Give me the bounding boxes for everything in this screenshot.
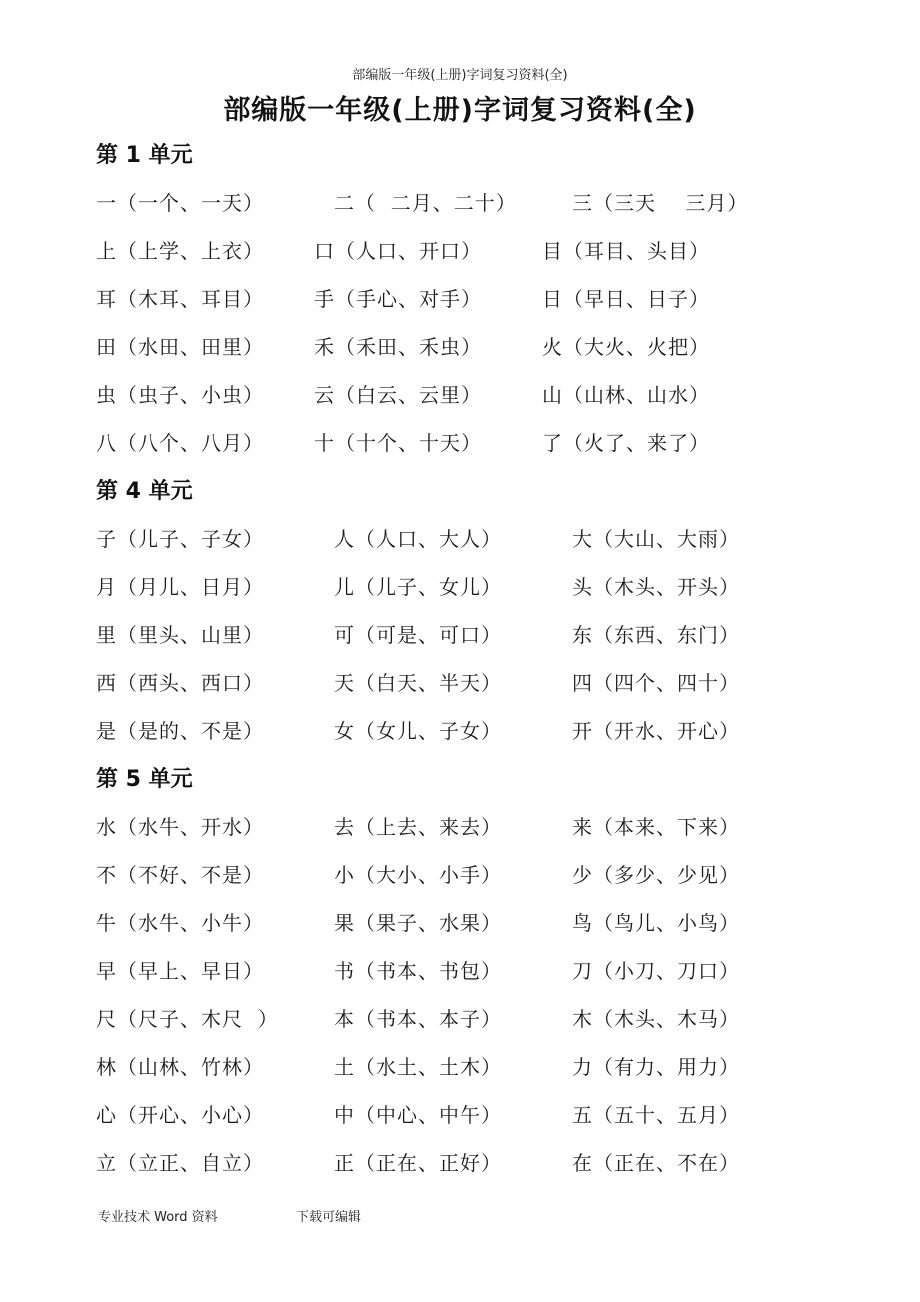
- word-entry: 田（水田、田里）: [96, 335, 264, 359]
- word-entry: 火（大火、火把）: [542, 335, 710, 359]
- vocab-content: [96, 133, 856, 1189]
- word-entry: 可（可是、可口）: [334, 623, 502, 647]
- word-entry: 五（五十、五月）: [572, 1103, 740, 1127]
- word-entry: 耳（木耳、耳目）: [96, 287, 264, 311]
- table-row: [96, 373, 856, 421]
- table-row: [96, 949, 856, 997]
- word-entry: 少（多少、少见）: [572, 863, 740, 887]
- section-heading-unit-1: 第 1 单元: [96, 143, 193, 168]
- word-entry: 虫（虫子、小虫）: [96, 383, 264, 407]
- word-entry: 来（本来、下来）: [572, 815, 740, 839]
- word-entry: 云（白云、云里）: [314, 383, 482, 407]
- footer-left: 专业技术 Word 资料: [98, 1210, 218, 1225]
- word-entry: 一（一个、一天）: [96, 191, 264, 215]
- word-entry: 山（山林、山水）: [542, 383, 710, 407]
- word-entry: 刀（小刀、刀口）: [572, 959, 740, 983]
- word-entry: 手（手心、对手）: [314, 287, 482, 311]
- word-entry: 本（书本、本子）: [334, 1007, 502, 1031]
- word-entry: 东（东西、东门）: [572, 623, 740, 647]
- section-heading-unit-4: 第 4 单元: [96, 479, 193, 504]
- word-entry: 开（开水、开心）: [572, 719, 740, 743]
- page-title: 部编版一年级(上册)字词复习资料(全): [223, 95, 697, 126]
- word-entry: 头（木头、开头）: [572, 575, 740, 599]
- table-row: [96, 613, 856, 661]
- word-entry: 水（水牛、开水）: [96, 815, 264, 839]
- table-row: [96, 421, 856, 469]
- word-entry: 是（是的、不是）: [96, 719, 264, 743]
- table-row: [96, 277, 856, 325]
- word-entry: 不（不好、不是）: [96, 863, 264, 887]
- word-entry: 里（里头、山里）: [96, 623, 264, 647]
- table-row: [96, 805, 856, 853]
- word-entry: 天（白天、半天）: [334, 671, 502, 695]
- word-entry: 心（开心、小心）: [96, 1103, 264, 1127]
- word-entry: 去（上去、来去）: [334, 815, 502, 839]
- table-row: [96, 1141, 856, 1189]
- table-row: [96, 325, 856, 373]
- word-entry: 鸟（鸟儿、小鸟）: [572, 911, 740, 935]
- table-row: [96, 997, 856, 1045]
- word-entry: 木（木头、木马）: [572, 1007, 740, 1031]
- table-row: [96, 565, 856, 613]
- table-row: [96, 1045, 856, 1093]
- table-row: [96, 229, 856, 277]
- word-entry: 林（山林、竹林）: [96, 1055, 264, 1079]
- word-entry: 西（西头、西口）: [96, 671, 264, 695]
- word-entry: 口（人口、开口）: [314, 239, 482, 263]
- table-row: [96, 709, 856, 757]
- word-entry: 日（早日、日子）: [542, 287, 710, 311]
- word-entry: 大（大山、大雨）: [572, 527, 740, 551]
- word-entry: 了（火了、来了）: [542, 431, 710, 455]
- footer-right: 下载可编辑: [296, 1210, 362, 1225]
- table-row: [96, 181, 856, 229]
- word-entry: 中（中心、中午）: [334, 1103, 502, 1127]
- word-entry: 尺（尺子、木尺 ）: [96, 1007, 279, 1031]
- word-entry: 十（十个、十天）: [314, 431, 482, 455]
- table-row: [96, 901, 856, 949]
- word-entry: 上（上学、上衣）: [96, 239, 264, 263]
- table-row: [96, 661, 856, 709]
- word-entry: 在（正在、不在）: [572, 1151, 740, 1175]
- table-row: [96, 853, 856, 901]
- word-entry: 目（耳目、头目）: [542, 239, 710, 263]
- word-entry: 三（三天 三月）: [572, 191, 749, 215]
- word-entry: 禾（禾田、禾虫）: [314, 335, 482, 359]
- running-header: 部编版一年级(上册)字词复习资料(全): [352, 68, 568, 83]
- word-entry: 力（有力、用力）: [572, 1055, 740, 1079]
- word-entry: 人（人口、大人）: [334, 527, 502, 551]
- word-entry: 果（果子、水果）: [334, 911, 502, 935]
- table-row: [96, 517, 856, 565]
- word-entry: 四（四个、四十）: [572, 671, 740, 695]
- word-entry: 书（书本、书包）: [334, 959, 502, 983]
- word-entry: 八（八个、八月）: [96, 431, 264, 455]
- word-entry: 二（ 二月、二十）: [334, 191, 517, 215]
- word-entry: 正（正在、正好）: [334, 1151, 502, 1175]
- word-entry: 儿（儿子、女儿）: [334, 575, 502, 599]
- word-entry: 月（月儿、日月）: [96, 575, 264, 599]
- word-entry: 早（早上、早日）: [96, 959, 264, 983]
- word-entry: 女（女儿、子女）: [334, 719, 502, 743]
- word-entry: 小（大小、小手）: [334, 863, 502, 887]
- word-entry: 土（水土、土木）: [334, 1055, 502, 1079]
- word-entry: 子（儿子、子女）: [96, 527, 264, 551]
- section-heading-unit-5: 第 5 单元: [96, 767, 193, 792]
- table-row: [96, 1093, 856, 1141]
- word-entry: 立（立正、自立）: [96, 1151, 264, 1175]
- word-entry: 牛（水牛、小牛）: [96, 911, 264, 935]
